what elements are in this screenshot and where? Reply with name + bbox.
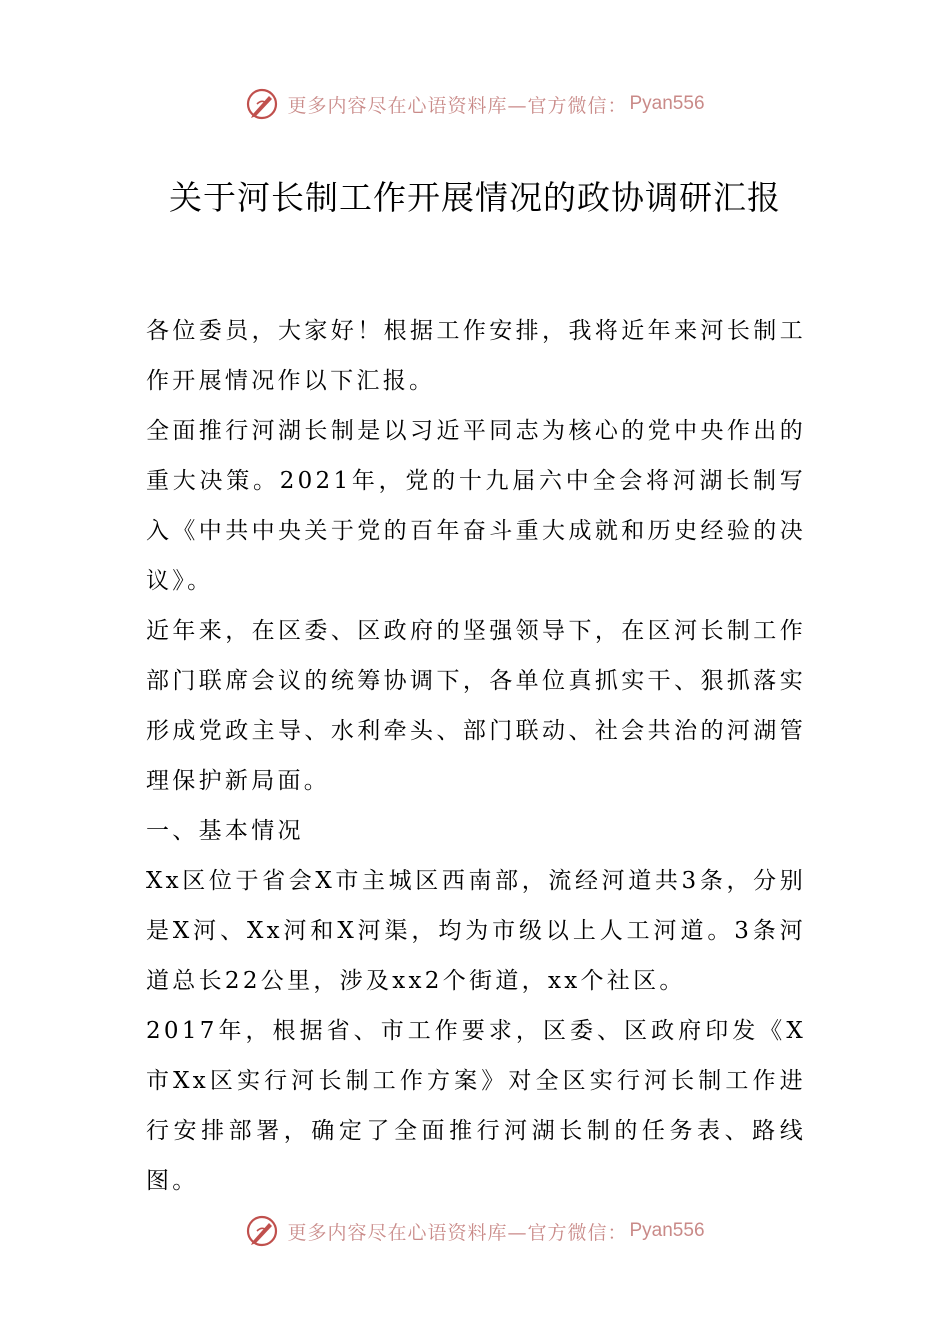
watermark-header	[0, 84, 950, 124]
paragraph-implementation-plan: 2017年，根据省、市工作要求，区委、区政府印发《X市Xx区实行河长制工作方案》对全区实行河长制工作进行安排部署，确定了全面推行河湖长制的任务表、路线图。	[146, 1018, 806, 1194]
watermark-footer	[0, 1211, 950, 1251]
paragraph-district-overview: Xx区位于省会X市主城区西南部，流经河道共3条，分别是X河、Xx河和X河渠，均为市级以上人工河道。3条河道总长22公里，涉及xx2个街道，xx个社区。	[146, 868, 806, 994]
watermark-text: 更多内容尽在心语资料库—官方微信：	[287, 1221, 628, 1244]
watermark-wechat-id: Pyan556	[629, 1220, 705, 1241]
document-title: 关于河长制工作开展情况的政协调研汇报	[169, 178, 781, 217]
paragraph-greeting: 各位委员，大家好！根据工作安排，我将近年来河长制工作开展情况作以下汇报。	[146, 318, 806, 394]
document-body	[146, 306, 806, 1206]
section-heading-basic-situation: 一、基本情况	[146, 818, 304, 844]
watermark-text: 更多内容尽在心语资料库—官方微信：	[287, 94, 628, 117]
pen-logo-icon	[245, 87, 279, 121]
paragraph-achievements: 近年来，在区委、区政府的坚强领导下，在区河长制工作部门联席会议的统筹协调下，各单位真抓实干、狠抓落实形成党政主导、水利牵头、部门联动、社会共治的河湖管理保护新局面。	[146, 618, 806, 794]
watermark-wechat-id: Pyan556	[629, 93, 705, 114]
paragraph-background: 全面推行河湖长制是以习近平同志为核心的党中央作出的重大决策。2021年，党的十九届六中全会将河湖长制写入《中共中央关于党的百年奋斗重大成就和历史经验的决议》。	[146, 418, 806, 594]
pen-logo-icon	[245, 1214, 279, 1248]
